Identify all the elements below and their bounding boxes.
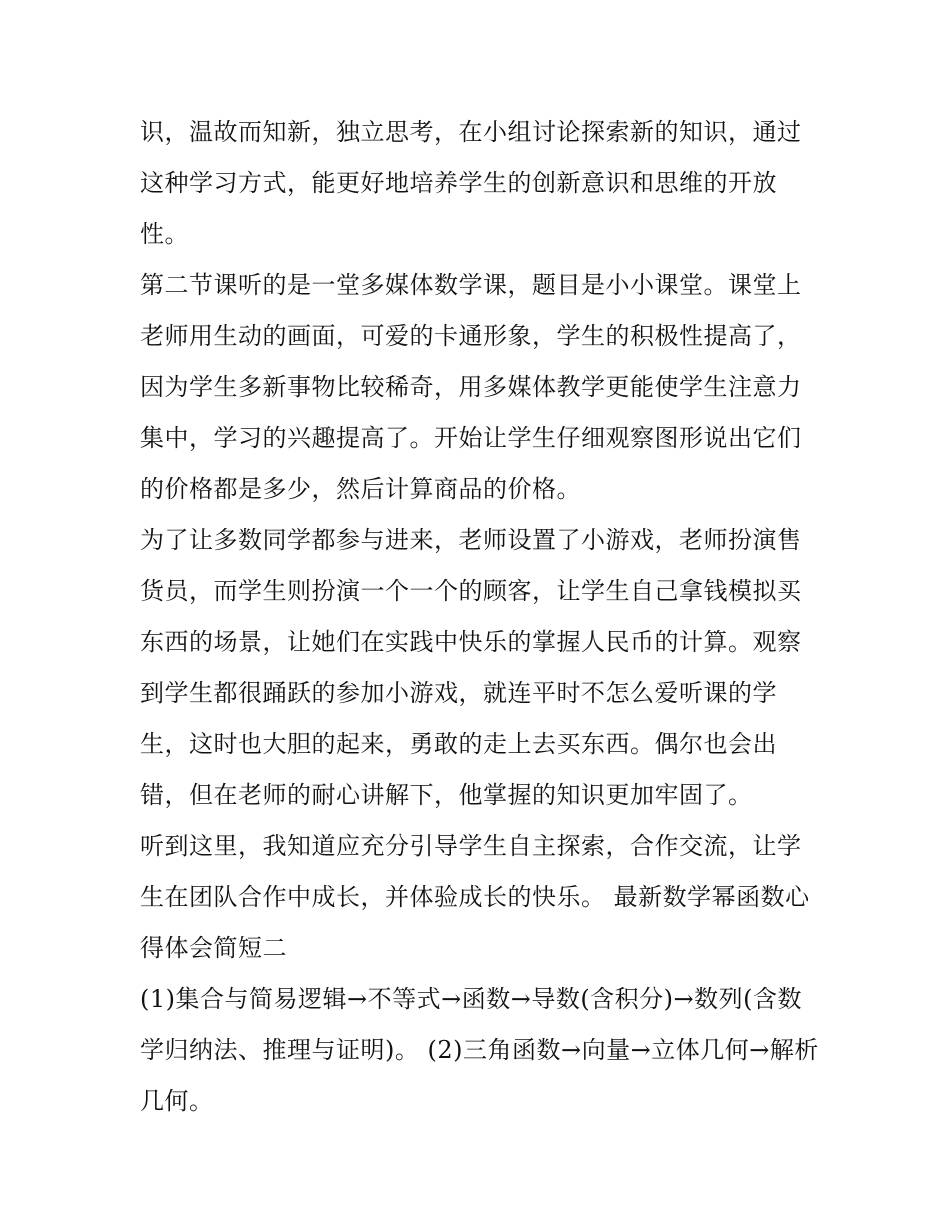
paragraph: 第二节课听的是一堂多媒体数学课，题目是小小课堂。课堂上老师用生动的画面，可爱的卡通形象，学生的积极性提高了，因为学生多新事物比较稀奇，用多媒体教学更能使学生注意力集中，学习的兴趣提高了。开始让学生仔细观察图形说出它们的价格都是多少，然后计算商品的价格。 <box>140 271 802 503</box>
document-body <box>140 107 820 1127</box>
paragraph: (1)集合与简易逻辑→不等式→函数→导数(含积分)→数列(含数学归纳法、推理与证明)。 (2)三角函数→向量→立体几何→解析几何。 <box>140 985 819 1115</box>
paragraph: 为了让多数同学都参与进来，老师设置了小游戏，老师扮演售货员，而学生则扮演一个一个的顾客，让学生自己拿钱模拟买东西的场景，让她们在实践中快乐的掌握人民币的计算。观察到学生都很踊跃的参加小游戏，就连平时不怎么爱听课的学生，这时也大胆的起来，勇敢的走上去买东西。偶尔也会出错，但在老师的耐心讲解下，他掌握的知识更加牢固了。 <box>140 526 802 809</box>
paragraph: 识，温故而知新，独立思考，在小组讨论探索新的知识，通过这种学习方式，能更好地培养学生的创新意识和思维的开放性。 <box>140 118 802 248</box>
paragraph: 听到这里，我知道应充分引导学生自主探索，合作交流，让学生在团队合作中成长，并体验成长的快乐。 最新数学幂函数心得体会简短二 <box>140 832 810 962</box>
